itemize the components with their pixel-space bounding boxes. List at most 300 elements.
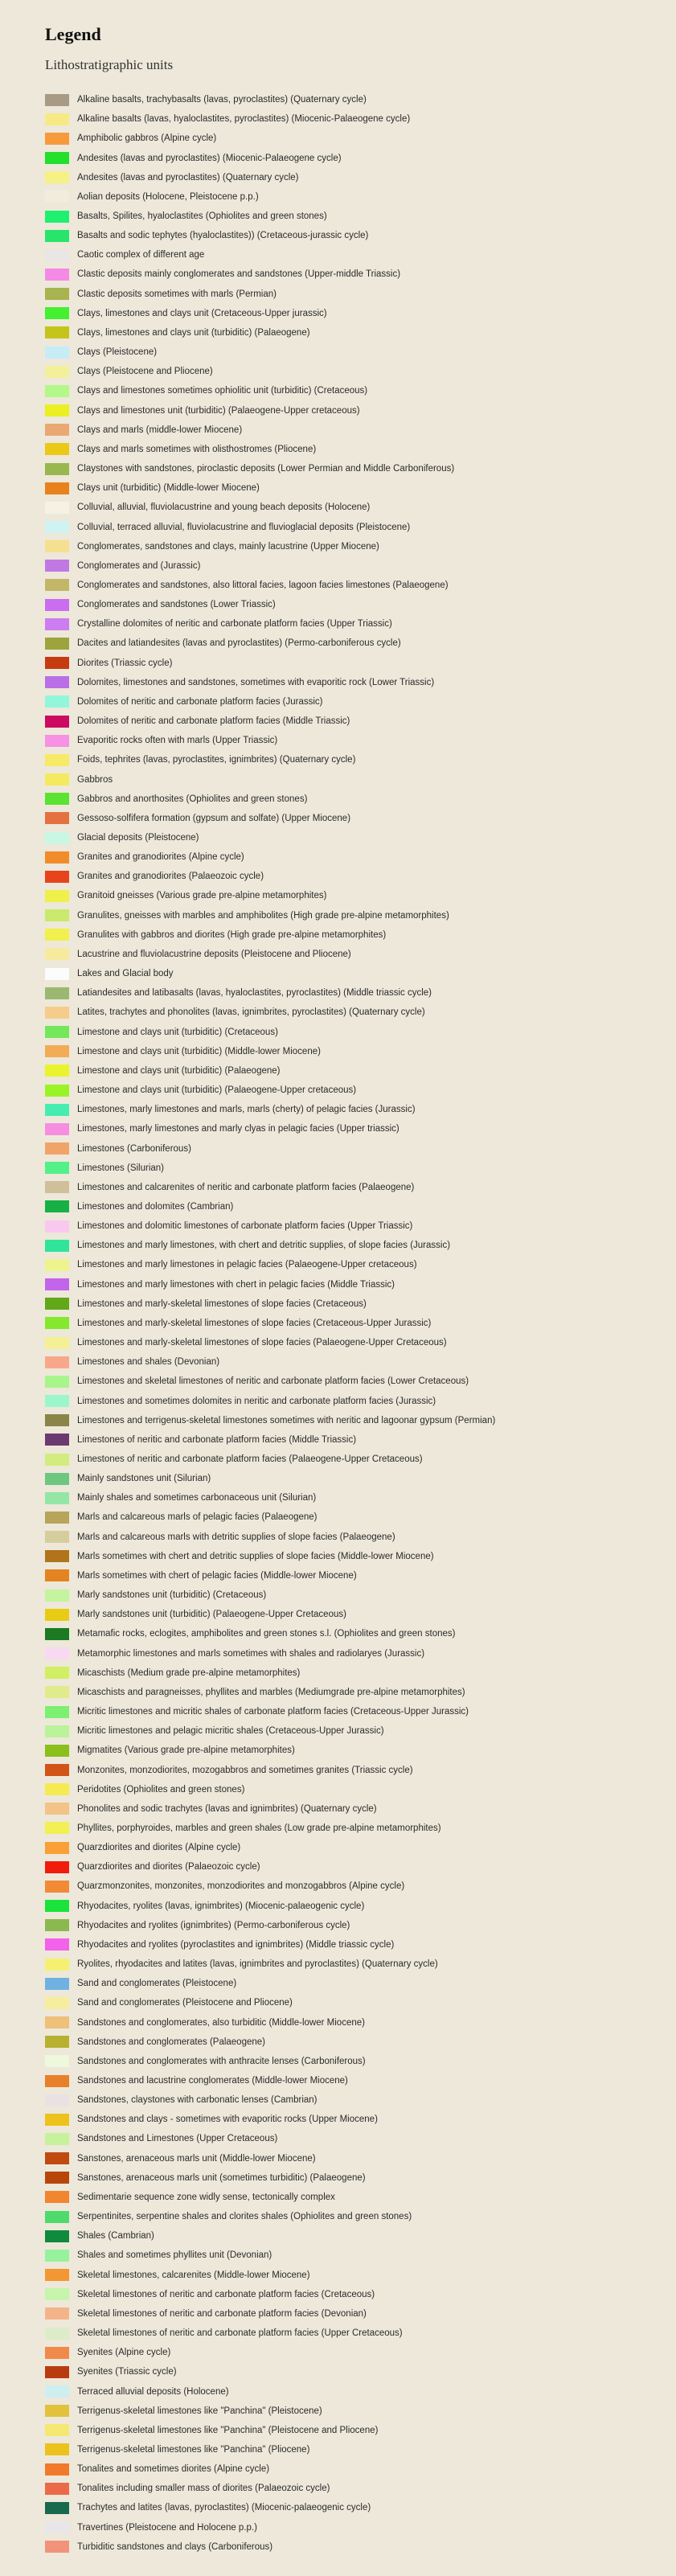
legend-item-label: Marly sandstones unit (turbiditic) (Cretaceous)	[77, 1590, 267, 1601]
color-swatch	[45, 2114, 69, 2126]
legend-item	[45, 769, 495, 789]
legend-item	[45, 2266, 495, 2285]
color-swatch	[45, 735, 69, 747]
color-swatch	[45, 1376, 69, 1388]
legend-title: Legend	[45, 24, 101, 44]
legend-item	[45, 867, 495, 886]
color-swatch	[45, 1142, 69, 1155]
legend-item	[45, 886, 495, 905]
legend-item	[45, 634, 495, 653]
color-swatch	[45, 676, 69, 688]
color-swatch	[45, 1414, 69, 1426]
legend-item	[45, 2421, 495, 2440]
legend-item	[45, 1993, 495, 2012]
color-swatch	[45, 1240, 69, 1252]
color-swatch	[45, 1978, 69, 1990]
color-swatch	[45, 793, 69, 805]
legend-item	[45, 2129, 495, 2148]
color-swatch	[45, 1395, 69, 1407]
color-swatch	[45, 326, 69, 338]
legend-item	[45, 2498, 495, 2517]
legend-item	[45, 2149, 495, 2168]
legend-item-label: Marls and calcareous marls of pelagic facies (Palaeogene)	[77, 1512, 318, 1523]
color-swatch	[45, 540, 69, 552]
legend-item	[45, 983, 495, 1003]
color-swatch	[45, 1007, 69, 1019]
legend-item-label: Limestones and skeletal limestones of neritic and carbonate platform facies (Lower Cretaceous)	[77, 1376, 469, 1387]
color-swatch	[45, 851, 69, 863]
legend-item-label: Granites and granodiorites (Alpine cycle)	[77, 852, 244, 863]
legend-item-label: Rhyodacites and ryolites (ignimbrites) (Permo-carboniferous cycle)	[77, 1920, 350, 1930]
legend-item	[45, 1372, 495, 1391]
legend-item	[45, 440, 495, 459]
color-swatch	[45, 2424, 69, 2436]
legend-item-label: Clays and marls sometimes with olisthostromes (Pliocene)	[77, 444, 317, 454]
legend-item	[45, 2012, 495, 2032]
legend-item-label: Limestones of neritic and carbonate platform facies (Middle Triassic)	[77, 1434, 357, 1445]
legend-item-label: Limestone and clays unit (turbiditic) (Cretaceous)	[77, 1027, 278, 1037]
legend-item-label: Skeletal limestones of neritic and carbonate platform facies (Devonian)	[77, 2308, 367, 2319]
color-swatch	[45, 2094, 69, 2106]
legend-item-label: Sand and conglomerates (Pleistocene and Pliocene)	[77, 1998, 293, 2008]
legend-item	[45, 2090, 495, 2110]
legend-item	[45, 1314, 495, 1333]
color-swatch	[45, 1337, 69, 1349]
color-swatch	[45, 1278, 69, 1290]
legend-item	[45, 1255, 495, 1274]
color-swatch	[45, 171, 69, 183]
legend-item-label: Marls sometimes with chert and detritic supplies of slope facies (Middle-lower Miocene)	[77, 1551, 434, 1561]
legend-item-label: Metamafic rocks, eclogites, amphibolites and green stones s.l. (Ophiolites and green stones)	[77, 1629, 456, 1639]
legend-item-label: Ryolites, rhyodacites and latites (lavas, ignimbrites and pyroclastites) (Quaternary cycle)	[77, 1959, 438, 1970]
legend-item-label: Tonalites including smaller mass of diorites (Palaeozoic cycle)	[77, 2484, 330, 2494]
color-swatch	[45, 1919, 69, 1931]
legend-item	[45, 343, 495, 362]
legend-item	[45, 2304, 495, 2324]
legend-item-label: Conglomerates and (Jurassic)	[77, 560, 201, 571]
color-swatch	[45, 385, 69, 397]
legend-item-label: Colluvial, terraced alluvial, fluviolacustrine and fluvioglacial deposits (Pleistocene)	[77, 522, 411, 532]
legend-item	[45, 323, 495, 343]
color-swatch	[45, 2250, 69, 2262]
color-swatch	[45, 1259, 69, 1271]
color-swatch	[45, 1200, 69, 1212]
color-swatch	[45, 191, 69, 203]
legend-item	[45, 168, 495, 187]
legend-item	[45, 2246, 495, 2265]
legend-item-label: Clays and limestones sometimes ophiolitic unit (turbiditic) (Cretaceous)	[77, 386, 368, 396]
legend-item-label: Conglomerates, sandstones and clays, mainly lacustrine (Upper Miocene)	[77, 541, 379, 552]
color-swatch	[45, 1783, 69, 1795]
legend-item-label: Phonolites and sodic trachytes (lavas and ignimbrites) (Quaternary cycle)	[77, 1803, 377, 1814]
legend-item	[45, 226, 495, 245]
legend-item-label: Shales and sometimes phyllites unit (Devonian)	[77, 2250, 272, 2261]
legend-item-label: Phyllites, porphyroides, marbles and green shales (Low grade pre-alpine metamorphites)	[77, 1823, 441, 1833]
legend-item	[45, 1585, 495, 1605]
legend-item	[45, 1624, 495, 1643]
legend-item	[45, 1469, 495, 1488]
legend-item	[45, 187, 495, 207]
legend-item	[45, 1119, 495, 1138]
legend-item	[45, 129, 495, 148]
legend-item-label: Travertines (Pleistocene and Holocene p.p.)	[77, 2522, 257, 2533]
color-swatch	[45, 1085, 69, 1097]
legend-item	[45, 1352, 495, 1372]
color-swatch	[45, 1686, 69, 1698]
color-swatch	[45, 1628, 69, 1640]
legend-item-label: Limestones and dolomitic limestones of carbonate platform facies (Upper Triassic)	[77, 1221, 413, 1232]
legend-item-label: Peridotites (Ophiolites and green stones)	[77, 1784, 245, 1795]
legend-item	[45, 1644, 495, 1663]
legend-item	[45, 1605, 495, 1624]
legend-item-label: Clastic deposits sometimes with marls (Permian)	[77, 289, 277, 299]
color-swatch	[45, 2133, 69, 2145]
legend-item-label: Latites, trachytes and phonolites (lavas, ignimbrites, pyroclastites) (Quaternary cycle)	[77, 1007, 425, 1018]
color-swatch	[45, 1026, 69, 1038]
legend-item-label: Clays (Pleistocene and Pliocene)	[77, 367, 213, 377]
color-swatch	[45, 1589, 69, 1602]
legend-item	[45, 1683, 495, 1702]
legend-item-label: Sandstones and conglomerates, also turbiditic (Middle-lower Miocene)	[77, 2017, 365, 2028]
color-swatch	[45, 1550, 69, 1562]
legend-item	[45, 2052, 495, 2071]
legend-item	[45, 2362, 495, 2381]
color-swatch	[45, 424, 69, 436]
legend-item-label: Mainly shales and sometimes carbonaceous unit (Silurian)	[77, 1493, 317, 1503]
legend-item	[45, 2324, 495, 2343]
legend-item-label: Sanstones, arenaceous marls unit (Middle-lower Miocene)	[77, 2153, 316, 2164]
legend-item-label: Limestones (Silurian)	[77, 1163, 165, 1173]
legend-item	[45, 2207, 495, 2226]
legend-item-label: Granulites, gneisses with marbles and amphibolites (High grade pre-alpine metamorphites)	[77, 910, 449, 921]
legend-item	[45, 576, 495, 595]
legend-item-label: Basalts and sodic tephytes (hyaloclastites)) (Cretaceous-jurassic cycle)	[77, 231, 369, 241]
color-swatch	[45, 2521, 69, 2533]
legend-item	[45, 1178, 495, 1197]
legend-item	[45, 1023, 495, 1042]
color-swatch	[45, 2405, 69, 2417]
legend-item-label: Sandstones and conglomerates (Palaeogene)	[77, 2037, 265, 2047]
unit-list	[45, 90, 495, 2557]
legend-item-label: Crystalline dolomites of neritic and carbonate platform facies (Upper Triassic)	[77, 619, 392, 630]
legend-item	[45, 1333, 495, 1352]
legend-item-label: Terrigenus-skeletal limestones like "Panchina" (Pleistocene)	[77, 2406, 322, 2416]
legend-item	[45, 692, 495, 712]
legend-item	[45, 2402, 495, 2421]
legend-item-label: Terrigenus-skeletal limestones like "Panchina" (Pleistocene and Pliocene)	[77, 2425, 379, 2435]
legend-item-label: Clays and marls (middle-lower Miocene)	[77, 425, 243, 435]
color-swatch	[45, 638, 69, 650]
color-swatch	[45, 1842, 69, 1854]
legend-item	[45, 945, 495, 964]
color-swatch	[45, 1356, 69, 1368]
color-swatch	[45, 909, 69, 921]
legend-item	[45, 362, 495, 381]
color-swatch	[45, 1512, 69, 1524]
legend-item-label: Alkaline basalts (lavas, hyaloclastites, pyroclastites) (Miocenic-Palaeogene cycle)	[77, 114, 411, 125]
legend-item-label: Micritic limestones and micritic shales of carbonate platform facies (Cretaceous-Upper Jurassic)	[77, 1707, 469, 1717]
legend-item-label: Migmatites (Various grade pre-alpine metamorphites)	[77, 1745, 295, 1756]
legend-item	[45, 2479, 495, 2498]
legend-item-label: Conglomerates and sandstones, also littoral facies, lagoon facies limestones (Palaeogene)	[77, 580, 449, 590]
legend-item	[45, 1760, 495, 1779]
color-swatch	[45, 2541, 69, 2553]
legend-item-label: Granitoid gneisses (Various grade pre-alpine metamorphites)	[77, 891, 327, 901]
color-swatch	[45, 502, 69, 514]
legend-item	[45, 1391, 495, 1410]
legend-item	[45, 906, 495, 925]
legend-item-label: Sandstones, claystones with carbonatic lenses (Cambrian)	[77, 2095, 318, 2106]
color-swatch	[45, 1725, 69, 1737]
legend-item	[45, 265, 495, 284]
color-swatch	[45, 2172, 69, 2184]
legend-item	[45, 245, 495, 265]
legend-item-label: Syenites (Alpine cycle)	[77, 2348, 171, 2358]
legend-item-label: Quarzmonzonites, monzonites, monzodiorites and monzogabbros (Alpine cycle)	[77, 1881, 405, 1892]
legend-item	[45, 614, 495, 634]
color-swatch	[45, 2211, 69, 2223]
color-swatch	[45, 2036, 69, 2048]
legend-item-label: Tonalites and sometimes diorites (Alpine cycle)	[77, 2464, 270, 2475]
color-swatch	[45, 1609, 69, 1621]
legend-item-label: Clastic deposits mainly conglomerates and sandstones (Upper-middle Triassic)	[77, 269, 401, 280]
legend-item-label: Diorites (Triassic cycle)	[77, 658, 173, 668]
legend-item	[45, 1566, 495, 1585]
color-swatch	[45, 288, 69, 300]
legend-item	[45, 2110, 495, 2129]
legend-item-label: Sandstones and Limestones (Upper Cretaceous)	[77, 2134, 278, 2144]
legend-item-label: Granulites with gabbros and diorites (High grade pre-alpine metamorphites)	[77, 929, 387, 940]
legend-item	[45, 1100, 495, 1119]
legend-item	[45, 2381, 495, 2401]
legend-item-label: Mainly sandstones unit (Silurian)	[77, 1474, 211, 1484]
legend-item-label: Andesites (lavas and pyroclastites) (Miocenic-Palaeogene cycle)	[77, 153, 342, 163]
legend-item	[45, 1663, 495, 1683]
legend-item-label: Limestones, marly limestones and marly clyas in pelagic facies (Upper triassic)	[77, 1124, 399, 1134]
legend-item	[45, 1916, 495, 1935]
legend-item-label: Limestones and marly-skeletal limestones of slope facies (Cretaceous-Upper Jurassic)	[77, 1318, 432, 1328]
legend-item-label: Terrigenus-skeletal limestones like "Panchina" (Pliocene)	[77, 2444, 310, 2455]
legend-item-label: Shales (Cambrian)	[77, 2231, 154, 2242]
color-swatch	[45, 1745, 69, 1757]
legend-item-label: Aolian deposits (Holocene, Pleistocene p.p.)	[77, 191, 259, 202]
color-swatch	[45, 307, 69, 319]
legend-item	[45, 537, 495, 556]
legend-item-label: Skeletal limestones, calcarenites (Middle-lower Miocene)	[77, 2270, 310, 2280]
color-swatch	[45, 2366, 69, 2378]
legend-item-label: Limestone and clays unit (turbiditic) (Palaeogene-Upper cretaceous)	[77, 1085, 357, 1096]
legend-item-label: Gabbros and anorthosites (Ophiolites and green stones)	[77, 794, 308, 804]
legend-item	[45, 1857, 495, 1877]
legend-item	[45, 809, 495, 828]
legend-item	[45, 828, 495, 847]
legend-item-label: Micaschists (Medium grade pre-alpine metamorphites)	[77, 1667, 301, 1678]
legend-item	[45, 1528, 495, 1547]
legend-item-label: Lacustrine and fluviolacustrine deposits (Pleistocene and Pliocene)	[77, 949, 351, 959]
legend-item-label: Skeletal limestones of neritic and carbonate platform facies (Upper Cretaceous)	[77, 2328, 403, 2339]
legend-item-label: Sanstones, arenaceous marls unit (sometimes turbiditic) (Palaeogene)	[77, 2172, 366, 2183]
color-swatch	[45, 2328, 69, 2340]
legend-item	[45, 1138, 495, 1158]
legend-item-label: Dolomites of neritic and carbonate platform facies (Jurassic)	[77, 696, 323, 707]
legend-item	[45, 148, 495, 167]
color-swatch	[45, 1317, 69, 1329]
legend-item	[45, 790, 495, 809]
color-swatch	[45, 1162, 69, 1174]
color-swatch	[45, 249, 69, 261]
color-swatch	[45, 2347, 69, 2359]
color-swatch	[45, 695, 69, 708]
legend-item	[45, 847, 495, 867]
color-swatch	[45, 113, 69, 125]
legend-item-label: Gessoso-solfifera formation (gypsum and solfate) (Upper Miocene)	[77, 813, 351, 823]
legend-item-label: Andesites (lavas and pyroclastites) (Quaternary cycle)	[77, 172, 299, 183]
color-swatch	[45, 1997, 69, 2009]
legend-item-label: Dacites and latiandesites (lavas and pyroclastites) (Permo-carboniferous cycle)	[77, 638, 401, 649]
legend-item-label: Clays and limestones unit (turbiditic) (Palaeogene-Upper cretaceous)	[77, 405, 360, 416]
legend-item-label: Limestones and marly-skeletal limestones of slope facies (Palaeogene-Upper Cretaceous)	[77, 1338, 447, 1348]
legend-item-label: Limestones and sometimes dolomites in neritic and carbonate platform facies (Jurassic)	[77, 1396, 436, 1406]
color-swatch	[45, 521, 69, 533]
legend-item-label: Foids, tephrites (lavas, pyroclastites, ignimbrites) (Quaternary cycle)	[77, 755, 356, 765]
legend-item	[45, 1216, 495, 1236]
legend-item-label: Amphibolic gabbros (Alpine cycle)	[77, 133, 217, 144]
legend-item-label: Limestones and shales (Devonian)	[77, 1357, 220, 1368]
legend-item-label: Limestones, marly limestones and marls, marls (cherty) of pelagic facies (Jurassic)	[77, 1105, 416, 1115]
color-swatch	[45, 871, 69, 883]
legend-item-label: Caotic complex of different age	[77, 250, 205, 260]
color-swatch	[45, 1861, 69, 1873]
legend-subtitle: Lithostratigraphic units	[45, 57, 174, 72]
legend-item	[45, 1042, 495, 1061]
legend-item	[45, 1974, 495, 1993]
legend-item-label: Trachytes and latites (lavas, pyroclastites) (Miocenic-palaeogenic cycle)	[77, 2503, 371, 2513]
legend-item-label: Claystones with sandstones, piroclastic deposits (Lower Permian and Middle Carboniferous)	[77, 464, 455, 474]
legend-item-label: Limestones (Carboniferous)	[77, 1143, 191, 1154]
color-swatch	[45, 2016, 69, 2028]
legend-item	[45, 304, 495, 323]
legend-item	[45, 1488, 495, 1507]
color-swatch	[45, 929, 69, 941]
legend-item-label: Clays, limestones and clays unit (turbiditic) (Palaeogene)	[77, 327, 310, 338]
legend-item	[45, 498, 495, 517]
legend-item-label: Sandstones and conglomerates with anthracite lenses (Carboniferous)	[77, 2056, 366, 2066]
color-swatch	[45, 2443, 69, 2455]
legend-item-label: Basalts, Spilites, hyaloclastites (Ophiolites and green stones)	[77, 211, 327, 222]
legend-item	[45, 1819, 495, 1838]
color-swatch	[45, 968, 69, 980]
color-swatch	[45, 1647, 69, 1659]
color-swatch	[45, 1104, 69, 1116]
color-swatch	[45, 560, 69, 572]
legend-item-label: Skeletal limestones of neritic and carbonate platform facies (Cretaceous)	[77, 2289, 375, 2299]
legend-item-label: Syenites (Triassic cycle)	[77, 2367, 177, 2377]
color-swatch	[45, 599, 69, 611]
legend-item-label: Rhyodacites and ryolites (pyroclastites and ignimbrites) (Middle triassic cycle)	[77, 1939, 395, 1950]
color-swatch	[45, 2483, 69, 2495]
legend-item-label: Limestones and marly limestones with chert in pelagic facies (Middle Triassic)	[77, 1279, 395, 1290]
color-swatch	[45, 1803, 69, 1815]
legend-item-label: Monzonites, monzodiorites, mozogabbros and sometimes granites (Triassic cycle)	[77, 1765, 413, 1775]
color-swatch	[45, 773, 69, 786]
color-swatch	[45, 1045, 69, 1057]
color-swatch	[45, 230, 69, 242]
color-swatch	[45, 347, 69, 359]
legend-item	[45, 401, 495, 420]
legend-item	[45, 556, 495, 576]
color-swatch	[45, 2230, 69, 2242]
legend-item	[45, 1275, 495, 1294]
legend-item-label: Limestones and calcarenites of neritic and carbonate platform facies (Palaeogene)	[77, 1182, 415, 1192]
legend-item	[45, 2071, 495, 2090]
legend-item-label: Sand and conglomerates (Pleistocene)	[77, 1979, 237, 1989]
color-swatch	[45, 2307, 69, 2320]
color-swatch	[45, 890, 69, 902]
legend-item-label: Marly sandstones unit (turbiditic) (Palaeogene-Upper Cretaceous)	[77, 1610, 346, 1620]
legend-item-label: Granites and granodiorites (Palaeozoic cycle)	[77, 872, 264, 882]
legend-item	[45, 1430, 495, 1450]
legend-item-label: Colluvial, alluvial, fluviolacustrine and young beach deposits (Holocene)	[77, 502, 371, 513]
color-swatch	[45, 2191, 69, 2203]
legend-item-label: Dolomites of neritic and carbonate platform facies (Middle Triassic)	[77, 716, 350, 727]
legend-item-label: Evaporitic rocks often with marls (Upper Triassic)	[77, 736, 278, 746]
legend-item	[45, 381, 495, 400]
color-swatch	[45, 152, 69, 164]
legend-item-label: Limestones and marly limestones, with chert and detritic supplies, of slope facies (Jurassic)	[77, 1241, 451, 1251]
legend-item-label: Serpentinites, serpentine shales and clorites shales (Ophiolites and green stones)	[77, 2212, 412, 2222]
legend-item-label: Conglomerates and sandstones (Lower Triassic)	[77, 600, 276, 610]
legend-item-label: Latiandesites and latibasalts (lavas, hyaloclastites, pyroclastites) (Middle triassic cycle)	[77, 988, 432, 999]
legend-item	[45, 90, 495, 109]
legend-item-label: Quarzdiorites and diorites (Alpine cycle)	[77, 1843, 241, 1853]
legend-item	[45, 2226, 495, 2246]
legend-item	[45, 517, 495, 536]
legend-item	[45, 207, 495, 226]
color-swatch	[45, 463, 69, 475]
legend-item	[45, 1236, 495, 1255]
color-swatch	[45, 987, 69, 999]
color-swatch	[45, 1706, 69, 1718]
color-swatch	[45, 1531, 69, 1543]
legend-item	[45, 1780, 495, 1799]
legend-item	[45, 2168, 495, 2188]
color-swatch	[45, 948, 69, 960]
color-swatch	[45, 579, 69, 591]
legend-item-label: Dolomites, limestones and sandstones, sometimes with evaporitic rock (Lower Triassic)	[77, 677, 435, 687]
color-swatch	[45, 2269, 69, 2281]
legend-item-label: Clays, limestones and clays unit (Cretaceous-Upper jurassic)	[77, 308, 327, 318]
legend-item	[45, 673, 495, 692]
color-swatch	[45, 133, 69, 145]
legend-item-label: Rhyodacites, ryolites (lavas, ignimbrites) (Miocenic-palaeogenic cycle)	[77, 1901, 365, 1911]
color-swatch	[45, 482, 69, 494]
legend-item	[45, 595, 495, 614]
legend-item	[45, 2537, 495, 2557]
color-swatch	[45, 1298, 69, 1310]
legend-item	[45, 478, 495, 498]
legend-item-label: Gabbros	[77, 774, 113, 785]
legend-item	[45, 1411, 495, 1430]
color-swatch	[45, 366, 69, 378]
legend-item	[45, 925, 495, 945]
color-swatch	[45, 2288, 69, 2300]
color-swatch	[45, 832, 69, 844]
legend-item-label: Limestones and marly limestones in pelagic facies (Palaeogene-Upper cretaceous)	[77, 1260, 417, 1270]
color-swatch	[45, 2152, 69, 2164]
legend-item	[45, 1935, 495, 1955]
legend-item-label: Glacial deposits (Pleistocene)	[77, 833, 199, 843]
legend-item	[45, 2518, 495, 2537]
